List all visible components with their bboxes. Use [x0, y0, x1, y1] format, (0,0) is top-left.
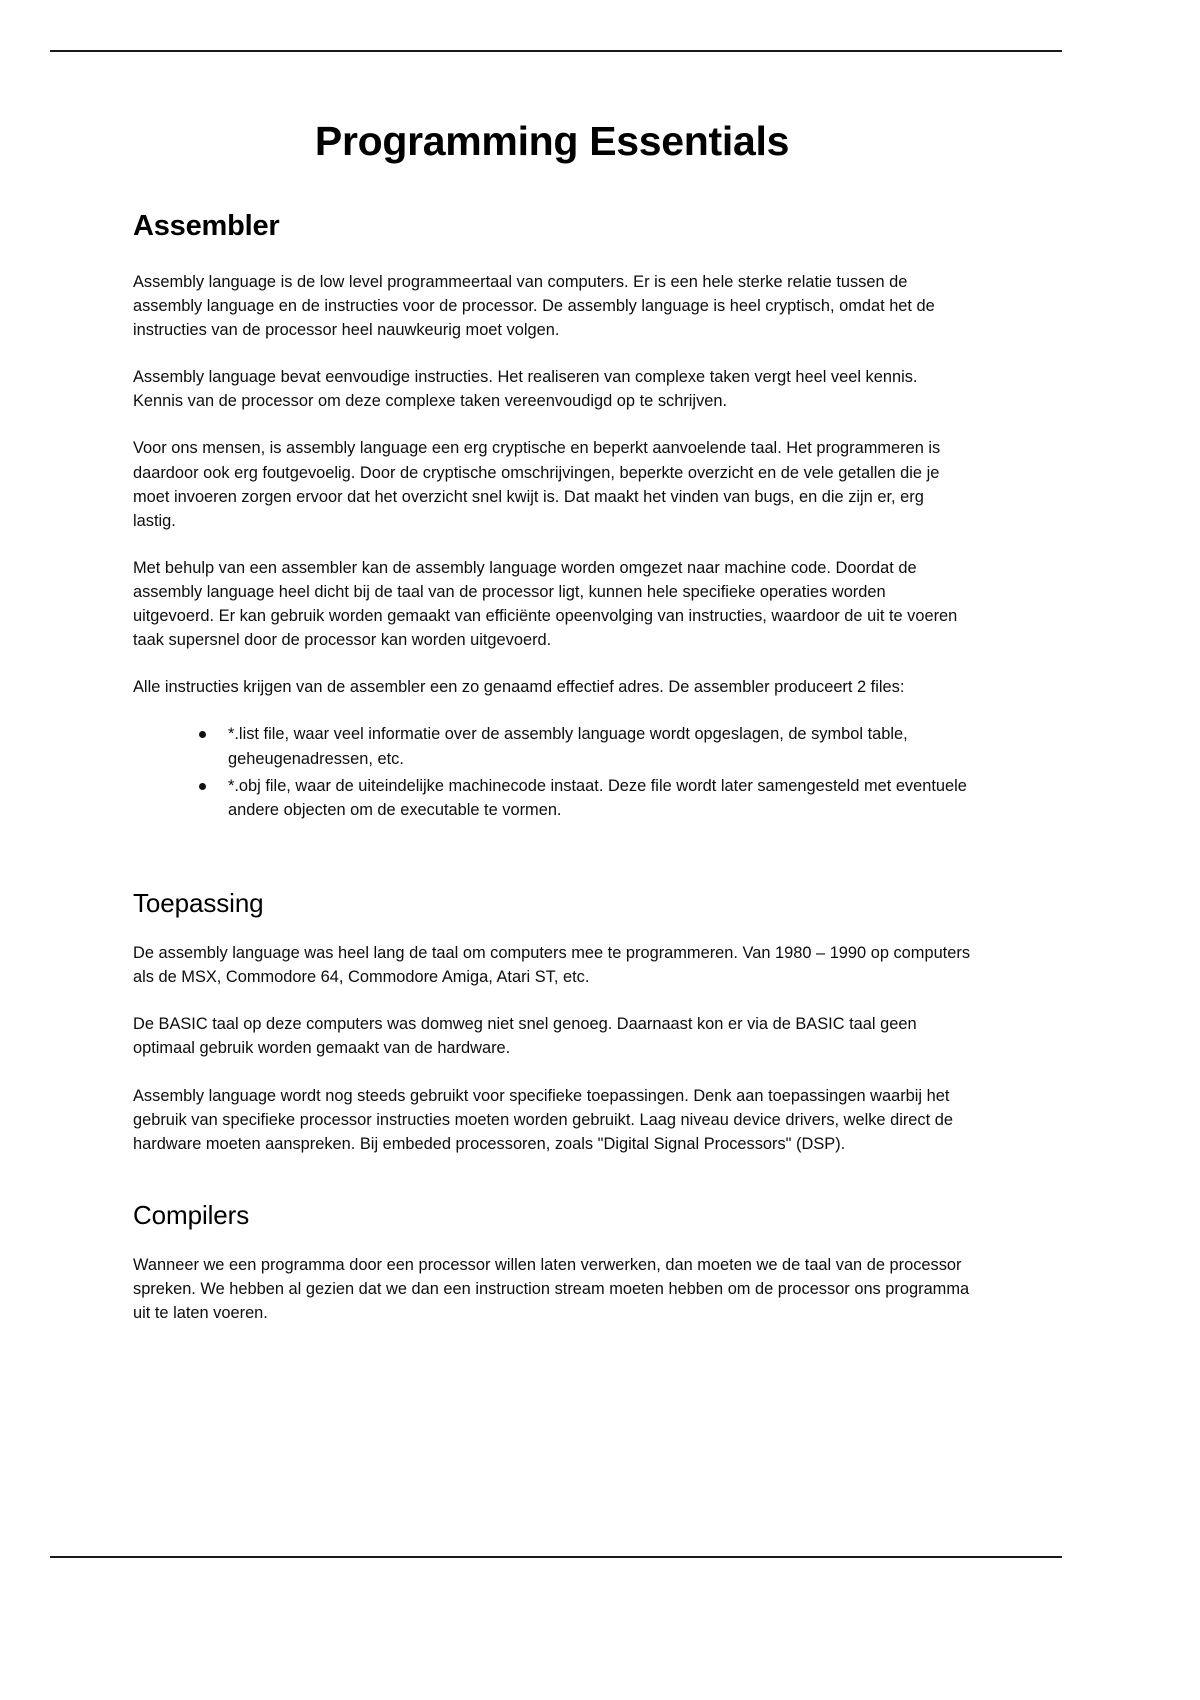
- paragraph: Wanneer we een programma door een processor willen laten verwerken, dan moeten we de taal van de processor spreken. We hebben al gezien dat we dan een instruction stream moeten hebben om de processor ons programma uit te laten voeren.: [133, 1256, 970, 1323]
- paragraph: Voor ons mensen, is assembly language een erg cryptische en beperkt aanvoelende taal. Het programmeren is daardoor ook erg foutgevoelig. Door de cryptische omschrijvingen, beperkte overzicht en de vele getallen die je moet invoeren zorgen ervoor dat het overzicht snel kwijt is. Dat maakt het vinden van bugs, en die zijn er, erg lastig.: [133, 439, 941, 530]
- page-title: Programming Essentials: [314, 118, 790, 164]
- paragraph: De BASIC taal op deze computers was domweg niet snel genoeg. Daarnaast kon er via de BASIC taal geen optimaal gebruik worden gemaakt van de hardware.: [133, 1015, 917, 1058]
- list-spacer: [133, 826, 971, 844]
- document-content: [133, 118, 971, 1325]
- paragraph: Assembly language is de low level programmeertaal van computers. Er is een hele sterke relatie tussen de assembly language en de instructies voor de processor. De assembly language is heel cryptisch, omdat het de instructies van de processor heel nauwkeurig moet volgen.: [133, 272, 935, 340]
- section-compilers: [133, 1200, 971, 1326]
- paragraph: De assembly language was heel lang de taal om computers mee te programmeren. Van 1980 – 1990 op computers als de MSX, Commodore 64, Commodore Amiga, Atari ST, etc.: [133, 944, 971, 987]
- list-item: *.list file, waar veel informatie over de assembly language wordt opgeslagen, de symbol table, geheugenadressen, etc.: [195, 722, 971, 770]
- paragraph: Alle instructies krijgen van de assembler een zo genaamd effectief adres. De assembler produceert 2 files:: [133, 678, 905, 697]
- section-heading-toepassing: Toepassing: [133, 887, 264, 918]
- paragraph: Met behulp van een assembler kan de assembly language worden omgezet naar machine code. Doordat de assembly language heel dicht bij de taal van de processor ligt, kunnen hele specifieke operaties worden uitgevoerd. Er kan gebruik worden gemaakt van efficiënte opeenvolging van instructies, waardoor de uit te voeren taak supersnel door de processor kan worden uitgevoerd.: [133, 558, 958, 650]
- list-item: *.obj file, waar de uiteindelijke machinecode instaat. Deze file wordt later samengesteld met eventuele andere objecten om de executable te vormen.: [195, 774, 971, 822]
- assembler-output-files-list: [133, 722, 971, 821]
- footer-divider: [50, 1556, 1062, 1558]
- section-toepassing: [133, 888, 971, 1156]
- header-divider: [50, 50, 1062, 52]
- section-heading-assembler: Assembler: [133, 210, 280, 243]
- section-assembler: [133, 209, 971, 844]
- section-heading-compilers: Compilers: [133, 1199, 250, 1230]
- paragraph: Assembly language wordt nog steeds gebruikt voor specifieke toepassingen. Denk aan toepassingen waarbij het gebruik van specifieke processor instructies moeten worden gebruikt. Laag niveau device drivers, welke direct de hardware moeten aanspreken. Bij embeded processoren, zoals "Digital Signal Processors" (DSP).: [133, 1086, 953, 1153]
- paragraph: Assembly language bevat eenvoudige instructies. Het realiseren van complexe taken vergt heel veel kennis. Kennis van de processor om deze complexe taken vereenvoudigd op te schrijven.: [133, 368, 918, 411]
